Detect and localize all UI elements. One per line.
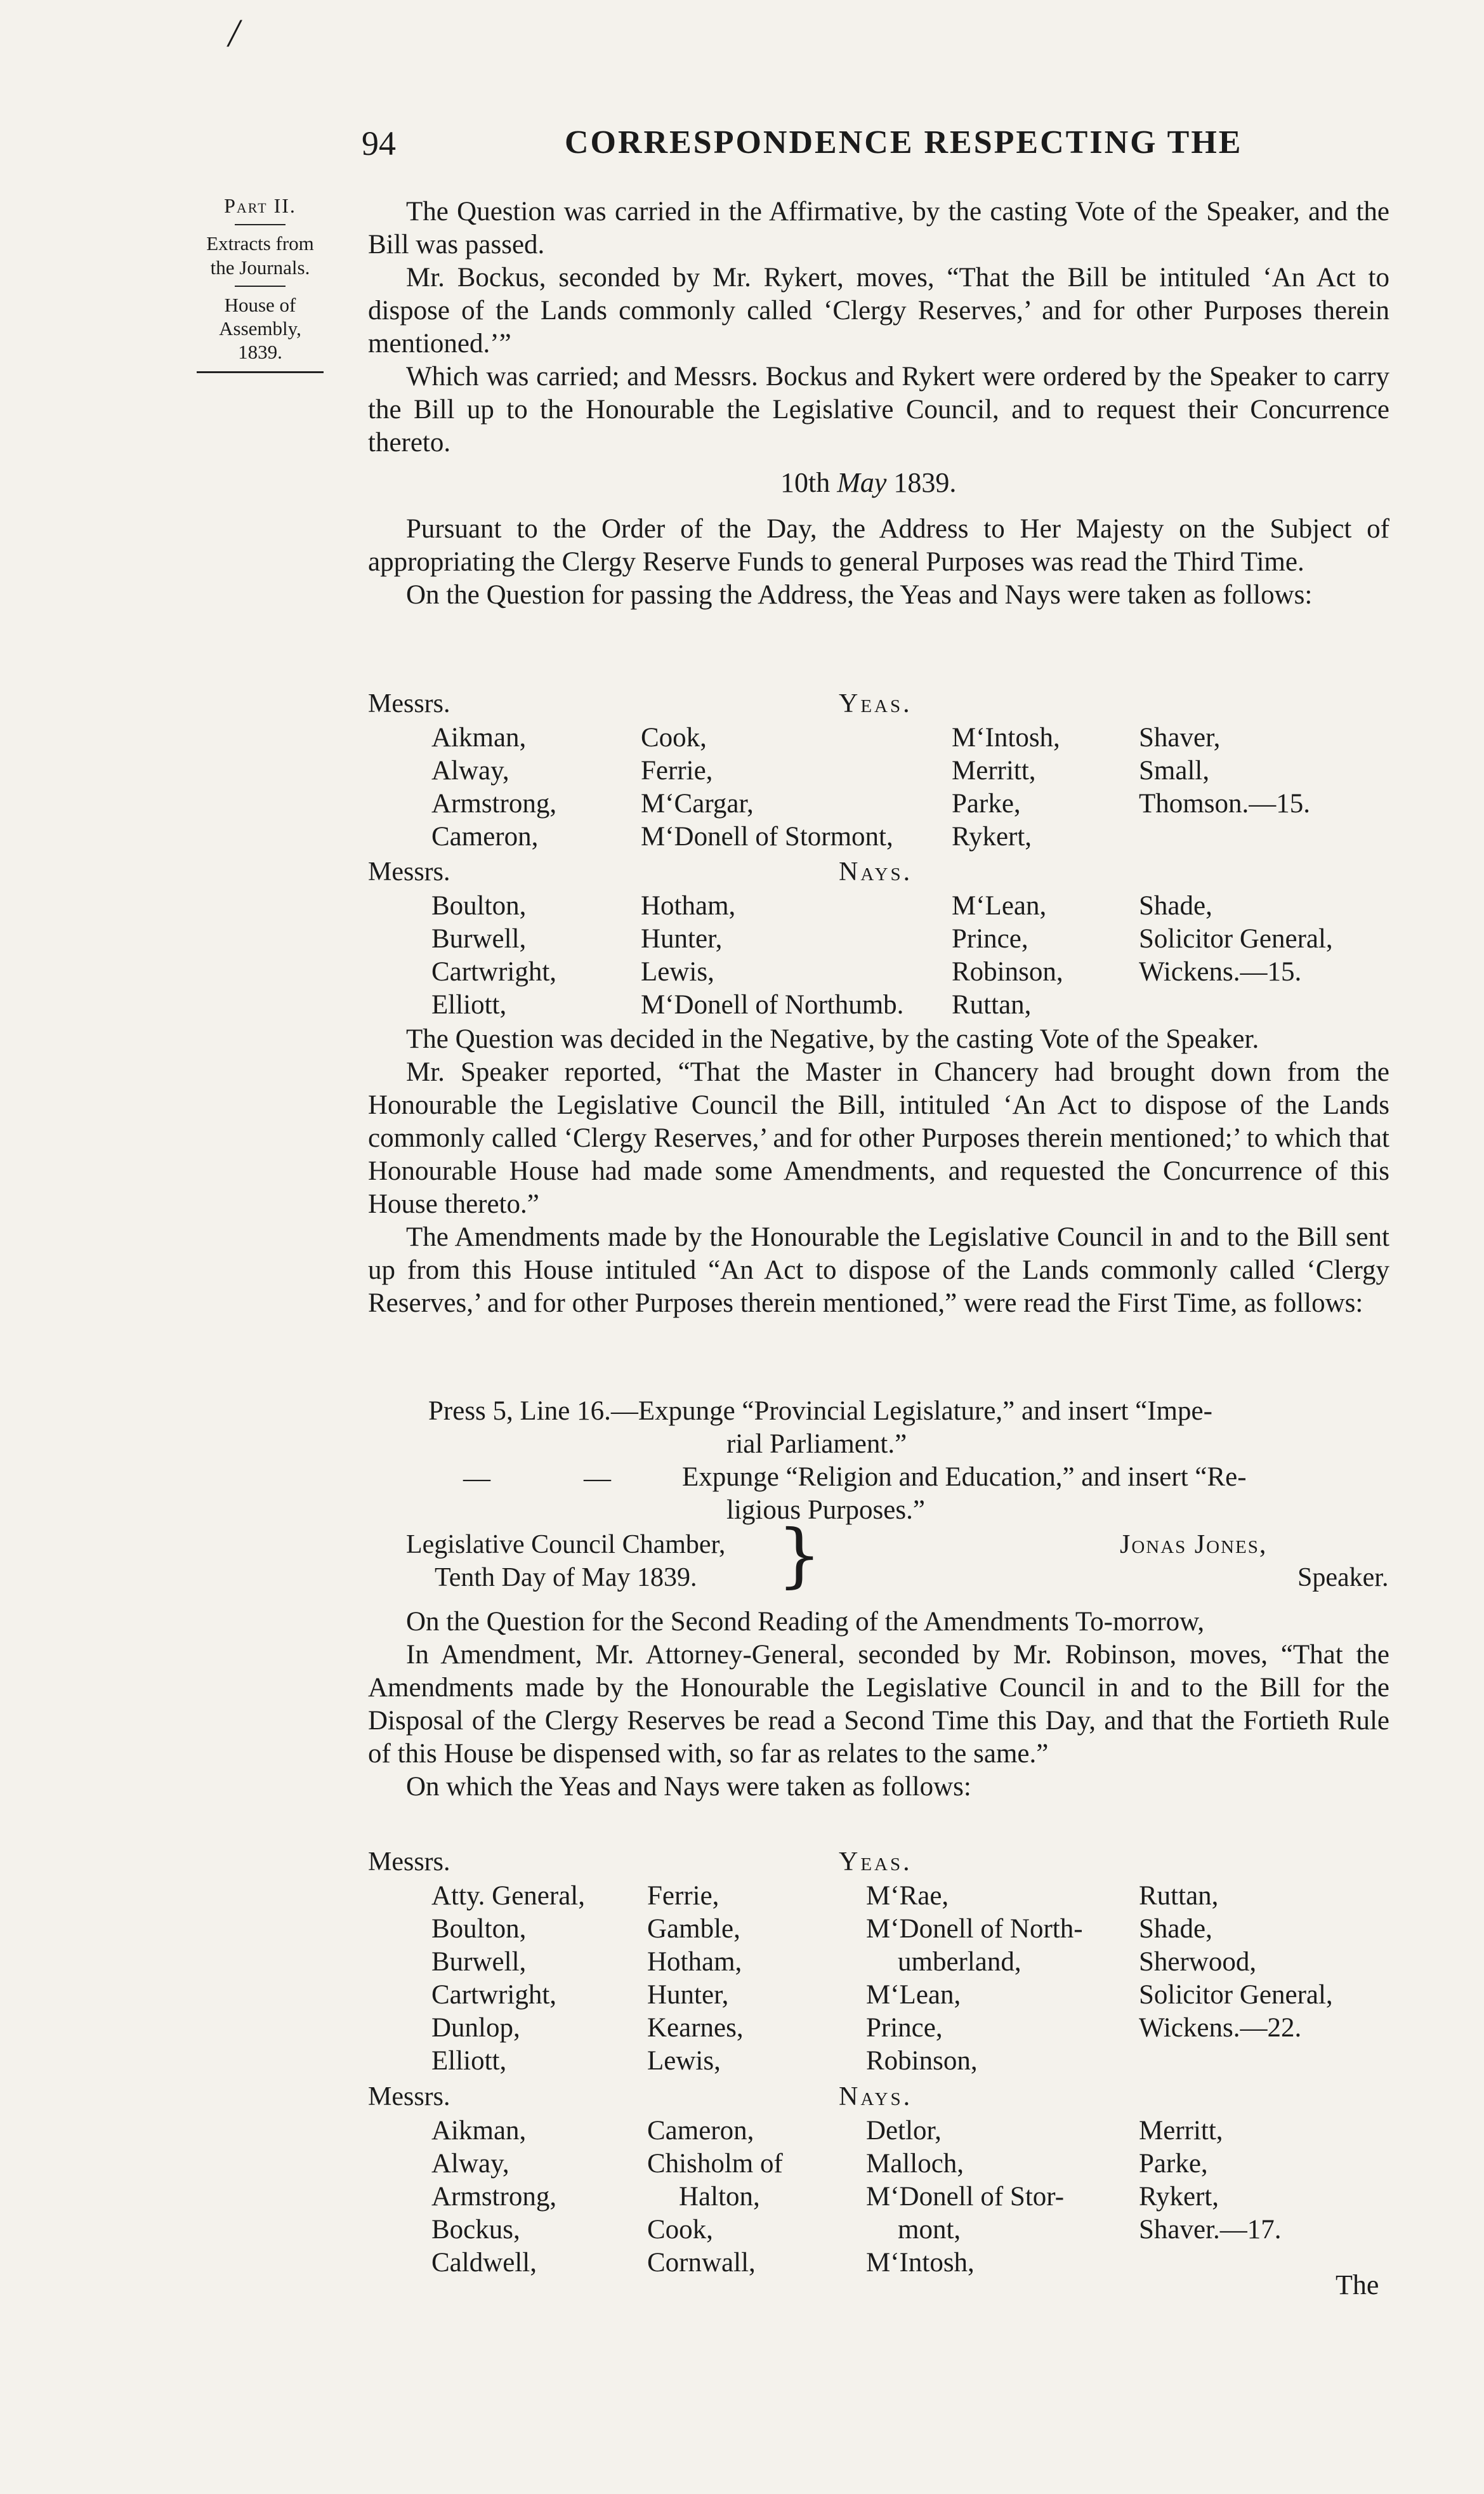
- date-year: 1839.: [893, 467, 957, 498]
- margin-house-line3: 1839.: [238, 341, 282, 364]
- margin-rule: [235, 224, 286, 225]
- signature-place-line1: Legislative Council Chamber,: [406, 1530, 726, 1559]
- member-name: Ferrie,: [641, 756, 713, 786]
- vote2-yeas-list: [431, 1880, 1402, 2080]
- vote1-nays-list: [431, 890, 1402, 1023]
- member-name: Rykert,: [952, 822, 1032, 852]
- nays-label: Nays.: [839, 2082, 913, 2111]
- member-name: M‘Lean,: [866, 1980, 961, 2010]
- paragraph: On the Question for passing the Address, the Yeas and Nays were taken as follows:: [406, 580, 1313, 610]
- paragraph: The Amendments made by the Honourable the Legislative Council in and to the Bill sent up from this House intituled “An Act to dispose of the Lands commonly called ‘Clergy Reserves,’ and for other Purposes therein mentioned,” were read the First Time, as follows:: [368, 1222, 1389, 1318]
- margin-bottom-rule: [197, 371, 324, 373]
- pen-mark: /: [228, 12, 240, 55]
- margin-note: [190, 194, 330, 373]
- member-name: Bockus,: [431, 2215, 520, 2245]
- vote1-nays-heading: [368, 857, 1389, 890]
- member-name: Sherwood,: [1139, 1947, 1257, 1977]
- signature-place-line2: Tenth Day of May 1839.: [435, 1563, 697, 1592]
- member-name: Cameron,: [431, 822, 539, 852]
- member-name: Hotham,: [641, 891, 736, 921]
- member-name: Hotham,: [647, 1947, 742, 1977]
- member-name: Kearnes,: [647, 2013, 744, 2043]
- member-name: Boulton,: [431, 891, 527, 921]
- member-name: Burwell,: [431, 924, 527, 954]
- paragraph: In Amendment, Mr. Attorney-General, seconded by Mr. Robinson, moves, “That the Amendments made by the Honourable the Legislative Council in and to the Bill for the Disposal of the Clergy Reserves be read a Second Time this Day, and that the Fortieth Rule of this House be dispensed with, so far as relates to the same.”: [368, 1640, 1389, 1769]
- member-name: Shade,: [1139, 891, 1212, 921]
- signature-title: Speaker.: [1297, 1563, 1389, 1592]
- messrs-label: Messrs.: [368, 689, 450, 718]
- member-name: M‘Donell of North-: [866, 1914, 1083, 1944]
- vote1-yeas-list: [431, 722, 1402, 855]
- member-name: Cook,: [647, 2215, 713, 2245]
- member-name: Cook,: [641, 723, 707, 753]
- nays-label: Nays.: [839, 857, 913, 887]
- amendment-2-line1: Expunge “Religion and Education,” and insert “Re-: [682, 1462, 1247, 1492]
- member-name: Cartwright,: [431, 1980, 557, 2010]
- curly-brace: }: [777, 1514, 822, 1595]
- catchword: The: [1336, 2269, 1379, 2300]
- member-name: Solicitor General,: [1139, 1980, 1333, 2010]
- member-name: Halton,: [679, 2182, 760, 2212]
- speaker-name: Jonas Jones,: [1120, 1530, 1268, 1559]
- member-name: Ruttan,: [952, 990, 1032, 1020]
- member-name: Prince,: [866, 2013, 943, 2043]
- page-number: 94: [362, 124, 396, 162]
- paragraph: The Question was carried in the Affirmative, by the casting Vote of the Speaker, and the Bill was passed.: [368, 197, 1389, 260]
- member-name: Alway,: [431, 756, 509, 786]
- member-name: Hunter,: [647, 1980, 729, 2010]
- member-name: Ferrie,: [647, 1881, 719, 1911]
- vote2-nays-list: [431, 2115, 1402, 2283]
- signature-name: [1120, 1528, 1267, 1561]
- date-heading: [780, 466, 956, 499]
- report-paragraphs: [368, 1023, 1389, 1320]
- member-name: Rykert,: [1139, 2182, 1219, 2212]
- margin-rule: [235, 286, 286, 287]
- vote1-yeas-heading: [368, 689, 1389, 722]
- member-name: Burwell,: [431, 1947, 527, 1977]
- member-name: Robinson,: [952, 957, 1063, 987]
- member-name: Shaver,: [1139, 723, 1221, 753]
- messrs-label: Messrs.: [368, 2082, 450, 2111]
- yeas-label: Yeas.: [839, 1847, 912, 1877]
- member-name: M‘Donell of Northumb.: [641, 990, 904, 1020]
- member-name: Armstrong,: [431, 2182, 557, 2212]
- member-name: Parke,: [952, 789, 1021, 819]
- member-name: Solicitor General,: [1139, 924, 1333, 954]
- member-name: Wickens.—15.: [1139, 957, 1302, 987]
- amendment-1-line1: Press 5, Line 16.—Expunge “Provincial Legislature,” and insert “Impe-: [428, 1396, 1212, 1426]
- paragraph: On the Question for the Second Reading of the Amendments To-morrow,: [406, 1607, 1205, 1637]
- member-name: Wickens.—22.: [1139, 2013, 1302, 2043]
- member-name: M‘Rae,: [866, 1881, 949, 1911]
- member-name: Cartwright,: [431, 957, 557, 987]
- member-name: Ruttan,: [1139, 1881, 1219, 1911]
- paragraph: On which the Yeas and Nays were taken as follows:: [406, 1772, 971, 1802]
- margin-extract-line2: the Journals.: [210, 256, 310, 279]
- member-name: Shaver.—17.: [1139, 2215, 1282, 2245]
- margin-house-line1: House of: [224, 293, 296, 316]
- member-name: M‘Cargar,: [641, 789, 754, 819]
- amendment-motion-paragraphs: [368, 1606, 1389, 1804]
- member-name: Atty. General,: [431, 1881, 585, 1911]
- yeas-label: Yeas.: [839, 689, 912, 718]
- member-name: Elliott,: [431, 990, 507, 1020]
- member-name: Shade,: [1139, 1914, 1212, 1944]
- vote2-yeas-heading: [368, 1847, 1389, 1880]
- ditto-dash: —: [463, 1463, 490, 1493]
- member-name: Lewis,: [641, 957, 714, 987]
- messrs-label: Messrs.: [368, 857, 450, 887]
- member-name: Small,: [1139, 756, 1210, 786]
- member-name: Merritt,: [952, 756, 1036, 786]
- margin-part: Part II.: [224, 194, 296, 217]
- member-name: Thomson.—15.: [1139, 789, 1310, 819]
- member-name: Aikman,: [431, 723, 527, 753]
- member-name: M‘Intosh,: [866, 2248, 975, 2278]
- date-month: May: [837, 467, 887, 498]
- member-name: M‘Intosh,: [952, 723, 1060, 753]
- page-header: [362, 124, 1402, 175]
- member-name: Gamble,: [647, 1914, 740, 1944]
- messrs-label: Messrs.: [368, 1847, 450, 1877]
- member-name: umberland,: [898, 1947, 1021, 1977]
- member-name: Parke,: [1139, 2149, 1208, 2179]
- running-head: CORRESPONDENCE RESPECTING THE: [565, 124, 1243, 161]
- member-name: M‘Donell of Stor-: [866, 2182, 1065, 2212]
- paragraph: Which was carried; and Messrs. Bockus and Rykert were ordered by the Speaker to carry the Bill up to the Honourable the Legislative Council, and to request their Concurrence thereto.: [368, 362, 1389, 458]
- paragraph: Mr. Speaker reported, “That the Master in Chancery had brought down from the Honourable the Legislative Council the Bill, intituled ‘An Act to dispose of the Lands commonly called ‘Clergy Reserves,’ and for other Purposes therein mentioned;’ to which that Honourable House had made some Amendments, and requested the Concurrence of this House thereto.”: [368, 1057, 1389, 1219]
- member-name: M‘Lean,: [952, 891, 1047, 921]
- ditto-dash: —: [584, 1463, 611, 1493]
- member-name: Elliott,: [431, 2046, 507, 2076]
- member-name: Hunter,: [641, 924, 723, 954]
- member-name: Armstrong,: [431, 789, 557, 819]
- member-name: Cornwall,: [647, 2248, 756, 2278]
- margin-extract-line1: Extracts from: [206, 232, 314, 255]
- paragraph: The Question was decided in the Negative, by the casting Vote of the Speaker.: [406, 1024, 1259, 1054]
- opening-paragraphs: [368, 195, 1389, 459]
- paragraph: Pursuant to the Order of the Day, the Address to Her Majesty on the Subject of appropriating the Clergy Reserve Funds to general Purposes was read the Third Time.: [368, 514, 1389, 577]
- member-name: M‘Donell of Stormont,: [641, 822, 893, 852]
- member-name: mont,: [898, 2215, 961, 2245]
- member-name: Lewis,: [647, 2046, 721, 2076]
- vote2-nays-heading: [368, 2082, 1389, 2115]
- member-name: Alway,: [431, 2149, 509, 2179]
- member-name: Malloch,: [866, 2149, 964, 2179]
- amendment-2-line2: ligious Purposes.”: [726, 1495, 925, 1525]
- paragraph: Mr. Bockus, seconded by Mr. Rykert, moves, “That the Bill be intituled ‘An Act to dispose of the Lands commonly called ‘Clergy Reserves,’ and for other Purposes therein mentioned.’”: [368, 263, 1389, 359]
- member-name: Prince,: [952, 924, 1028, 954]
- member-name: Robinson,: [866, 2046, 978, 2076]
- member-name: Chisholm of: [647, 2149, 783, 2179]
- member-name: Caldwell,: [431, 2248, 537, 2278]
- member-name: Boulton,: [431, 1914, 527, 1944]
- member-name: Dunlop,: [431, 2013, 520, 2043]
- member-name: Cameron,: [647, 2116, 754, 2146]
- margin-house-line2: Assembly,: [219, 317, 301, 340]
- member-name: Aikman,: [431, 2116, 527, 2146]
- member-name: Detlor,: [866, 2116, 942, 2146]
- date-day: 10th: [780, 467, 831, 498]
- address-paragraphs: [368, 513, 1389, 612]
- member-name: Merritt,: [1139, 2116, 1223, 2146]
- amendment-1-line2: rial Parliament.”: [726, 1429, 907, 1459]
